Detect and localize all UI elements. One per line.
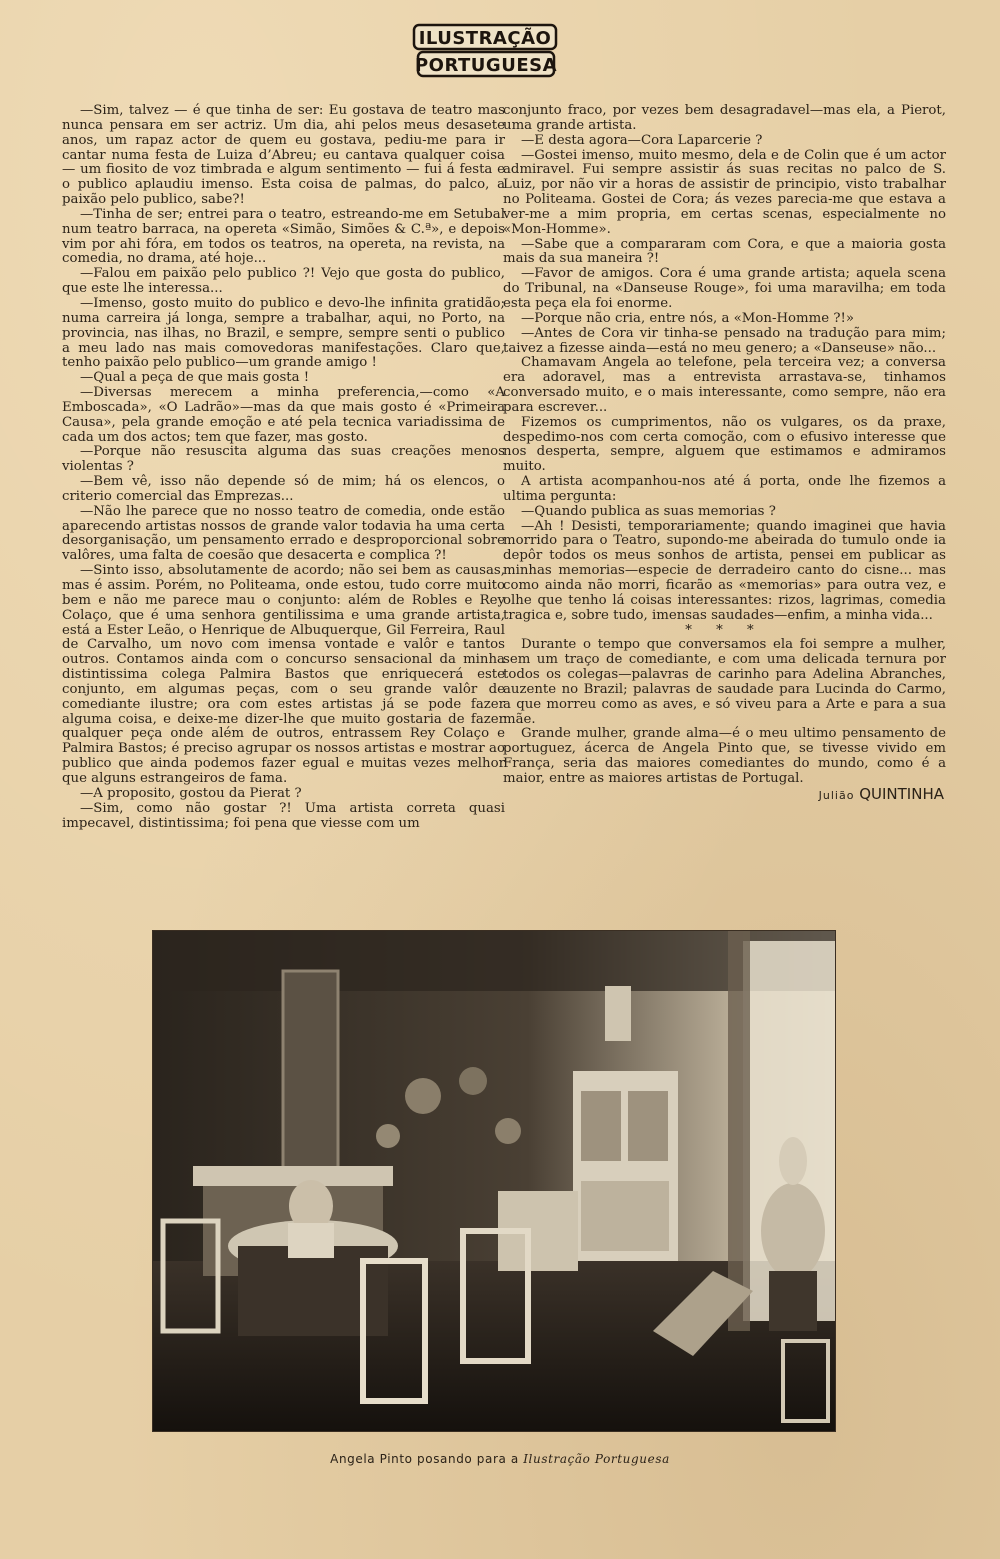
article-paragraph: —Quando publica as suas memorias ? — [521, 503, 776, 519]
article-paragraph: —Ah ! Desisti, temporariamente; quando imaginei que havia morrido para o Teatro, supondo-me abeirada do tumulo onde ia depôr todos os meus sonhos de artista, pensei em publicar as minhas memorias—especie de derradeiro canto do cisne... mas como ainda não morri, ficarão as «memorias» para outra vez, e olhe que tenho lá coisas interessantes: rizos, lagrimas, comedia tragica e, sobre tudo, imensas saudades—enfim, a minha vida... — [503, 518, 946, 623]
article-paragraph: Chamavam Angela ao telefone, pela terceira vez; a conversa era adoravel, mas a entrevista arrastava-se, tinhamos conversado muito, e o mais interessante, como sempre, não era para escrever... — [503, 355, 946, 415]
article-paragraph: Grande mulher, grande alma—é o meu ultimo pensamento de portuguez, ácerca de Angela Pinto que, se tivesse vivido em França, seria das maiores comediantes do mundo, como é a maior, entre as maiores artistas de Portugal. — [503, 726, 946, 786]
photo-caption-publication: Ilustração Portuguesa — [523, 1452, 670, 1466]
article-paragraph: —Diversas merecem a minha preferencia,—como «A Emboscada», «O Ladrão»—mas da que mais gosto é «Primeira Causa», pela grande emoção e até pela tecnica variadissima de cada um dos actos; tem que fazer, mas gosto. — [62, 385, 505, 445]
article-paragraph: —Sim, como não gostar ?! Uma artista correta quasi impecavel, distintissima; foi pena que viesse com um — [62, 800, 505, 831]
article-paragraph: —Sabe que a compararam com Cora, e que a maioria gosta mais da sua maneira ?! — [503, 236, 946, 267]
article-paragraph: —Sinto isso, absolutamente de acordo; não sei bem as causas, mas é assim. Porém, no Politeama, onde estou, tudo corre muito bem e não me parece mau o conjunto: além de Robles e Rey Colaço, que é uma senhora gentilissima e uma grande artista, está a Ester Leão, o Henrique de Albuquerque, Gil Ferreira, Raul de Carvalho, um novo com imensa vontade e valôr e tantos outros. Contamos ainda com o concurso sensacional da minha distintissima colega Palmira Bastos que enriquecerá este conjunto, em algumas peças, com o seu grande valôr de comediante ilustre; ora com estes artistas já se pode fazer alguma coisa, e deixe-me dizer-lhe que muito gostaria de fazer qualquer peça onde além de outros, entrassem Rey Colaço e Palmira Bastos; é preciso agrupar os nossos artistas e mostrar ao publico que ainda podemos fazer egual e muitas vezes melhor que alguns estrangeiros de fama. — [62, 563, 505, 786]
article-paragraph: Durante o tempo que conversamos ela foi sempre a mulher, sem um traço de comediante, e com uma delicada ternura por todos os colegas—palavras de carinho para Adelina Abranches, auzente no Brazil; palavras de saudade para Lucinda do Carmo, a que morreu como as aves, e só viveu para a Arte e para a sua mãe. — [503, 637, 946, 727]
article-paragraph: —Imenso, gosto muito do publico e devo-lhe infinita gratidão; numa carreira já longa, sempre a trabalhar, aqui, no Porto, na provincia, nas ilhas, no Brazil, e sempre, sempre senti o publico a meu lado nas mais comovedoras manifestações. Claro que, tenho paixão pelo publico—um grande amigo ! — [62, 295, 505, 371]
article-paragraph: —Não lhe parece que no nosso teatro de comedia, onde estão aparecendo artistas nossos de grande valor todavia ha uma certa desorganisação, um pensamento errado e desproporcional sobre valôres, uma falta de coesão que desacerta e complica ?! — [62, 503, 505, 564]
article-paragraph: —Antes de Cora vir tinha-se pensado na tradução para mim; taivez a fizesse ainda—está no meu genero; a «Danseuse» não... — [503, 325, 946, 356]
article-paragraph: —Tinha de ser; entrei para o teatro, estreando-me em Setubal num teatro barraca, na opereta «Simão, Simões & C.ª», e depois vim por ahi fóra, em todos os teatros, na opereta, na revista, na comedia, no drama, até hoje... — [62, 206, 505, 267]
article-paragraph: —Falou em paixão pelo publico ?! Vejo que gosta do publico, que este lhe interessa... — [62, 266, 505, 297]
author-first-name: Julião — [818, 788, 855, 802]
article-paragraph: A artista acompanhou-nos até á porta, onde lhe fizemos a ultima pergunta: — [503, 474, 946, 504]
article-paragraph: —Bem vê, isso não depende só de mim; há os elencos, o criterio comercial das Emprezas... — [62, 474, 505, 504]
masthead-line1: ILUSTRAÇÃO — [418, 28, 552, 49]
photo-caption-text: Angela Pinto posando para a — [330, 1452, 524, 1466]
article-paragraph: —Porque não cria, entre nós, a «Mon-Homme ?!» — [521, 310, 854, 326]
author-last-name: QUINTINHA — [859, 784, 944, 803]
article-paragraph: —A proposito, gostou da Pierat ? — [80, 785, 302, 801]
article-paragraph: conjunto fraco, por vezes bem desagradavel—mas ela, a Pierot, uma grande artista. — [503, 103, 946, 133]
masthead-line2: PORTUGUESA — [414, 55, 558, 76]
masthead-logo — [412, 22, 558, 78]
article-paragraph: —Qual a peça de que mais gosta ! — [80, 370, 310, 386]
article-paragraph: —Sim, talvez — é que tinha de ser: Eu gostava de teatro mas nunca pensara em ser actriz. Um dia, ahi pelos meus desasete anos, um rapaz actor de quem eu gostava, pediu-me para ir cantar numa festa de Luiza d’Abreu; eu cantava qualquer coisa — um fiosito de voz timbrada e algum sentimento — fui á festa e o publico aplaudiu imenso. Esta coisa de palmas, do palco, a paixão pelo publico, sabe?! — [62, 103, 505, 208]
article-paragraph: —Porque não resuscita alguma das suas creações menos violentas ? — [62, 444, 505, 475]
right-column-paragraphs — [503, 104, 946, 624]
photo-caption — [0, 1452, 1000, 1466]
article-paragraph: —Gostei imenso, muito mesmo, dela e de Colin que é um actor admiravel. Fui sempre assistir ás suas recitas no palco de S. Luiz, por não vir a horas de assistir de principio, visto trabalhar no Politeama. Gostei de Cora; ás vezes parecia-me que estava a ver-me a mim propria, em certas scenas, especialmente no «Mon-Homme». — [503, 147, 946, 237]
article-left-column — [62, 104, 505, 831]
interior-photograph — [152, 930, 836, 1432]
section-separator: * * * — [685, 622, 764, 638]
closing-paragraphs — [503, 638, 946, 786]
article-right-column — [503, 104, 946, 804]
article-paragraph: Fizemos os cumprimentos, não os vulgares, os da praxe, despedimo-nos com certa comoção, com o efusivo interesse que nos desperta, sempre, alguem que estimamos e admiramos muito. — [503, 414, 946, 475]
article-paragraph: —E desta agora—Cora Laparcerie ? — [521, 132, 763, 148]
article-paragraph: —Favor de amigos. Cora é uma grande artista; aquela scena do Tribunal, na «Danseuse Rouge», foi uma maravilha; em toda esta peça ela foi enorme. — [503, 266, 946, 311]
author-signature — [503, 784, 946, 804]
